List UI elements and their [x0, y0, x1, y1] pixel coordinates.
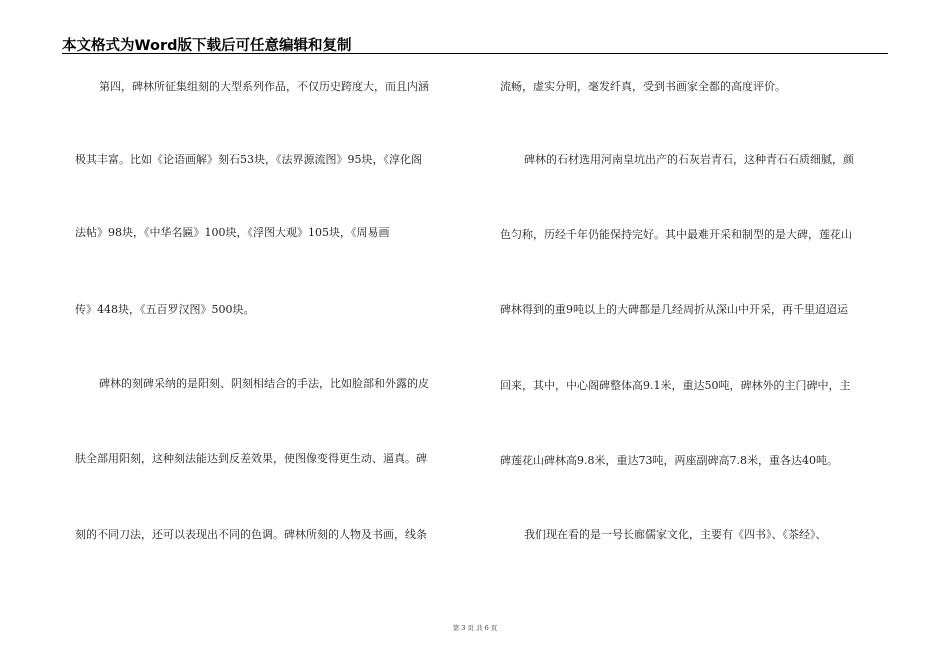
text-line: 极其丰富。比如《论语画解》刻石53块，《法界源流图》95块，《淳化阁: [75, 153, 422, 166]
text-line: 碑莲花山碑林高9.8米，重达73吨，两座副碑高7.8米，重各达40吨。: [500, 454, 838, 467]
text-line: 碑林的刻碑采纳的是阳刻、阴刻相结合的手法，比如脸部和外露的皮: [99, 377, 429, 390]
text-line: 流畅，虚实分明，毫发纤真，受到书画家全都的高度评价。: [500, 80, 786, 93]
text-line: 刻的不同刀法，还可以表现出不同的色调。碑林所刻的人物及书画，线条: [75, 528, 427, 541]
text-line: 法帖》98块，《中华名匾》100块，《浮图大观》105块，《周易画: [75, 226, 390, 239]
text-line: 色匀称，历经千年仍能保持完好。其中最难开采和制型的是大碑，莲花山: [500, 228, 852, 241]
text-line: 回来，其中，中心阁碑整体高9.1米，重达50吨，碑林外的主门碑中，主: [500, 379, 851, 392]
page-number: 第 3 页 共 6 页: [452, 624, 498, 632]
text-line: 肤全部用阳刻，这种刻法能达到反差效果，使图像变得更生动、逼真。碑: [75, 452, 427, 465]
text-line: 碑林的石材选用河南皇坑出产的石灰岩青石，这种青石石质细腻，颜: [524, 153, 854, 166]
text-line: 碑林得到的重9吨以上的大碑都是几经周折从深山中开采，再千里迢迢运: [500, 303, 848, 316]
text-line: 第四，碑林所征集组刻的大型系列作品，不仅历史跨度大，而且内涵: [99, 80, 429, 93]
document-header: [62, 31, 888, 54]
header-title: 本文格式为Word版下载后可任意编辑和复制: [62, 38, 352, 54]
text-line: 我们现在看的是一号长廊儒家文化，主要有《四书》、《茶经》、: [524, 528, 827, 541]
text-line: 传》448块，《五百罗汉图》500块。: [75, 303, 255, 316]
page-footer: [0, 623, 950, 632]
